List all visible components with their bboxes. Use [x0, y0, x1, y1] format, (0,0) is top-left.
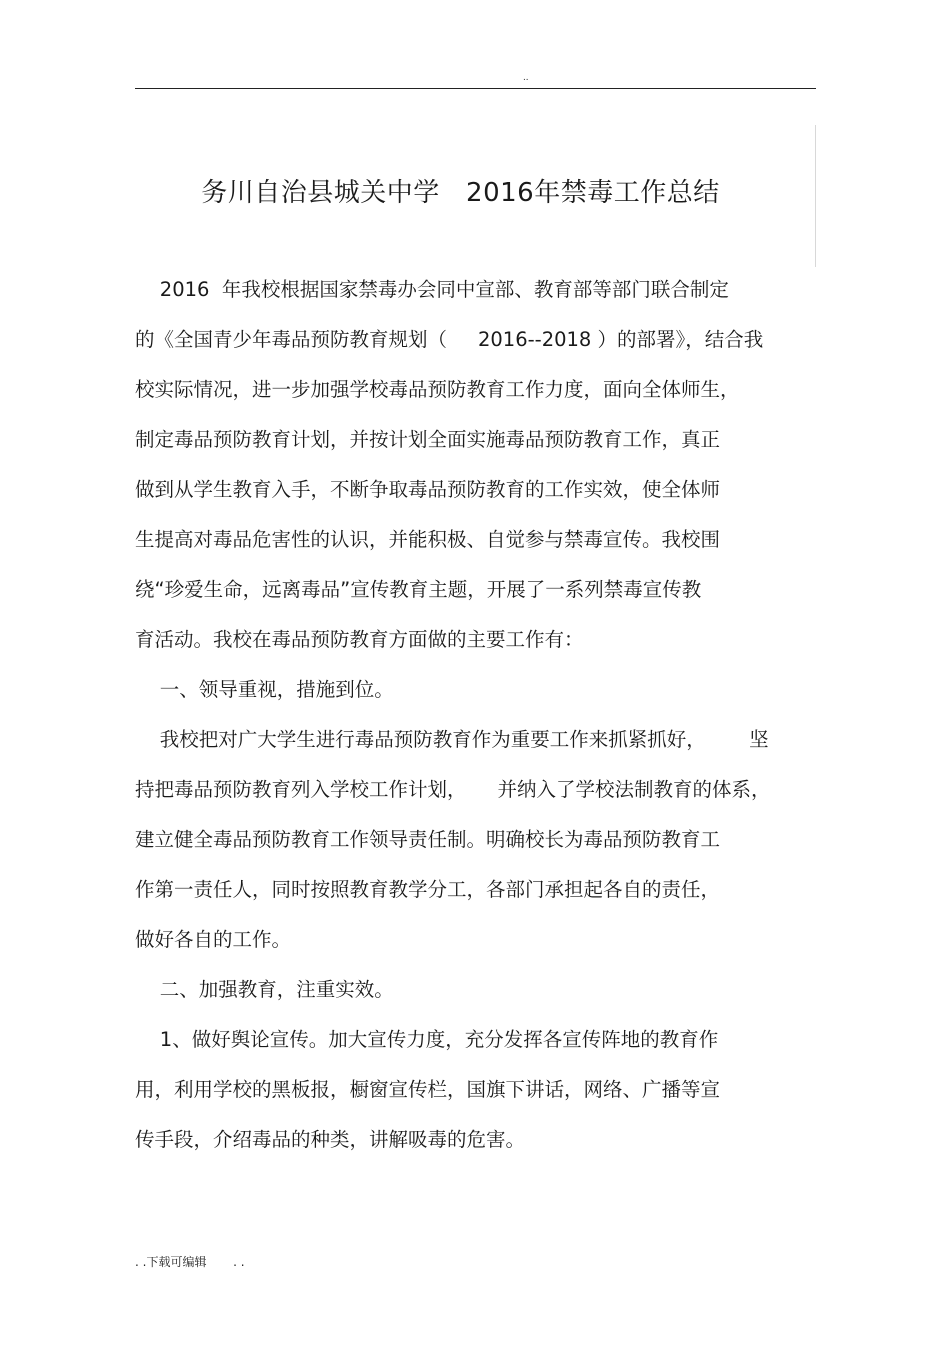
paragraph-line: 我校把对广大学生进行毒品预防教育作为重要工作来抓紧抓好， 坚	[135, 728, 769, 751]
document-title: 务川自治县城关中学 2016年禁毒工作总结	[201, 178, 720, 208]
paragraph-line: 建立健全毒品预防教育工作领导责任制。明确校长为毒品预防教育工	[135, 828, 721, 851]
paragraph-line: 1、做好舆论宣传。加大宣传力度，充分发挥各宣传阵地的教育作	[135, 1028, 719, 1051]
paragraph-line: 2016 年我校根据国家禁毒办会同中宣部、教育部等部门联合制定	[135, 278, 729, 301]
paragraph-line: 传手段，介绍毒品的种类，讲解吸毒的危害。	[135, 1128, 526, 1151]
paragraph-line: 做好各自的工作。	[135, 928, 292, 951]
paragraph-line: 做到从学生教育入手，不断争取毒品预防教育的工作实效，使全体师	[135, 478, 721, 501]
section-heading: 一、领导重视，措施到位。	[135, 678, 394, 701]
paragraph-line: 生提高对毒品危害性的认识，并能积极、自觉参与禁毒宣传。我校围	[135, 528, 721, 551]
paragraph-line: 用，利用学校的黑板报，橱窗宣传栏，国旗下讲话，网络、广播等宣	[135, 1078, 721, 1101]
paragraph-line: 作第一责任人，同时按照教育教学分工，各部门承担起各自的责任，	[135, 878, 721, 901]
section-heading: 二、加强教育，注重实效。	[135, 978, 394, 1001]
paragraph-line: 育活动。我校在毒品预防教育方面做的主要工作有：	[135, 628, 584, 651]
paragraph-line: 校实际情况，进一步加强学校毒品预防教育工作力度，面向全体师生，	[135, 378, 740, 401]
paragraph-line: 制定毒品预防教育计划，并按计划全面实施毒品预防教育工作，真正	[135, 428, 721, 451]
header-rule	[135, 88, 816, 89]
footer-note: . .下载可编辑 . .	[135, 1255, 245, 1269]
paragraph-line: 绕“珍爱生命，远离毒品”宣传教育主题，开展了一系列禁毒宣传教	[135, 578, 702, 601]
paragraph-line: 持把毒品预防教育列入学校工作计划， 并纳入了学校法制教育的体系，	[135, 778, 771, 801]
header-mark: ..	[523, 72, 529, 83]
paragraph-line: 的《全国青少年毒品预防教育规划（ 2016--2018 ）的部署》，结合我	[135, 328, 764, 351]
